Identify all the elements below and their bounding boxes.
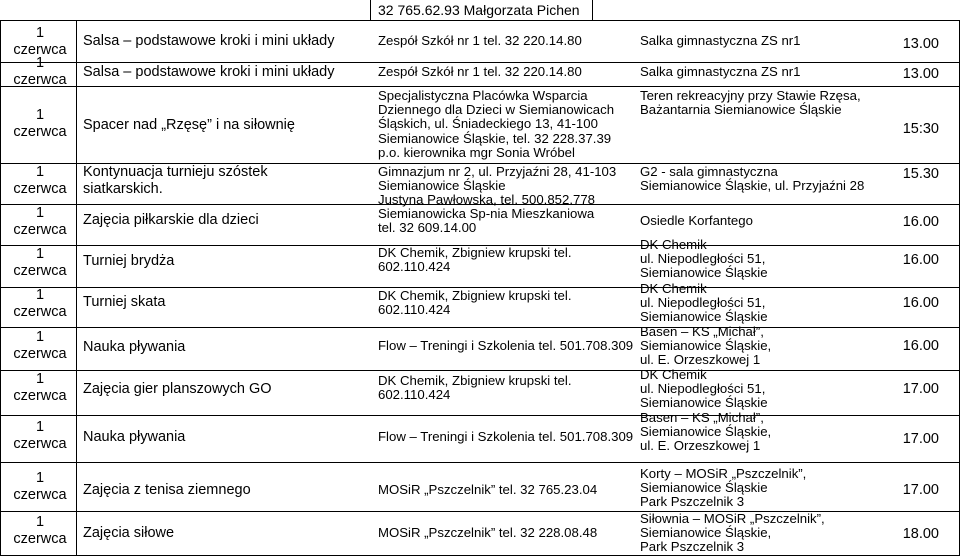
row-place: G2 - sala gimnastyczna Siemianowice Śląskie, ul. Przyjaźni 28	[640, 164, 865, 194]
row-activity: Zajęcia z tenisa ziemnego	[83, 482, 251, 498]
row-date: 1 czerwca	[13, 287, 67, 320]
row-activity: Zajęcia gier planszowych GO	[83, 381, 272, 397]
row-place: Korty – MOSiR „Pszczelnik”, Siemianowice Śląskie Park Pszczelnik 3	[640, 466, 807, 510]
rule	[0, 62, 960, 63]
row-activity: Zajęcia piłkarskie dla dzieci	[83, 212, 259, 228]
row-date: 1 czerwca	[13, 25, 67, 58]
row-activity: Nauka pływania	[83, 339, 186, 355]
row-place: Osiedle Korfantego	[640, 213, 753, 228]
row-place: Siłownia – MOSiR „Pszczelnik”, Siemianowice Śląskie, Park Pszczelnik 3	[640, 511, 825, 555]
row-organizer: DK Chemik, Zbigniew krupski tel. 602.110.424	[378, 373, 572, 403]
rule	[0, 327, 960, 328]
row-time: 16.00	[902, 252, 939, 268]
row-date: 1 czerwca	[13, 164, 67, 197]
row-organizer: Zespół Szkół nr 1 tel. 32 220.14.80	[378, 33, 582, 48]
row-organizer: Specjalistyczna Placówka Wsparcia Dziennego dla Dzieci w Siemianowicach Śląskich, ul. Śniadeckiego 13, 41-100 Siemianowice Śląskie, tel. 32 228.37.39 p.o. kierownika mgr Sonia Wróbel	[378, 88, 615, 160]
row-organizer: Siemianowicka Sp-nia Mieszkaniowa tel. 32 609.14.00	[378, 206, 595, 236]
row-time: 13.00	[902, 66, 939, 82]
row-date: 1 czerwca	[13, 371, 67, 404]
row-activity: Salsa – podstawowe kroki i mini układy	[83, 33, 335, 49]
rule	[592, 0, 593, 20]
row-time: 17.00	[902, 381, 939, 397]
row-activity: Nauka pływania	[83, 429, 186, 445]
header-contact: 32 765.62.93 Małgorzata Pichen	[378, 2, 580, 18]
rule	[0, 370, 960, 371]
row-activity: Kontynuacja turnieju szóstek siatkarskich.	[83, 164, 268, 197]
row-activity: Turniej brydża	[83, 253, 175, 269]
row-organizer: Flow – Treningi i Szkolenia tel. 501.708.309	[378, 338, 634, 353]
row-date: 1 czerwca	[13, 470, 67, 503]
row-place: Basen – KS „Michał”, Siemianowice Śląskie, ul. E. Orzeszkowej 1	[640, 324, 772, 368]
row-organizer: Zespół Szkół nr 1 tel. 32 220.14.80	[378, 64, 582, 79]
rule	[76, 20, 77, 556]
row-activity: Turniej skata	[83, 294, 166, 310]
row-activity: Salsa – podstawowe kroki i mini układy	[83, 64, 335, 80]
row-date: 1 czerwca	[13, 419, 67, 452]
row-time: 17.00	[902, 431, 939, 447]
rule	[0, 415, 960, 416]
row-time: 15.30	[902, 166, 939, 182]
rule	[0, 20, 1, 556]
row-place: DK Chemik ul. Niepodległości 51, Siemianowice Śląskie	[640, 237, 768, 281]
row-organizer: MOSiR „Pszczelnik” tel. 32 228.08.48	[378, 525, 598, 540]
row-date: 1 czerwca	[13, 107, 67, 140]
row-organizer: Flow – Treningi i Szkolenia tel. 501.708.309	[378, 429, 634, 444]
rule	[0, 86, 960, 87]
row-place: DK Chemik ul. Niepodległości 51, Siemianowice Śląskie	[640, 281, 768, 325]
row-organizer: DK Chemik, Zbigniew krupski tel. 602.110.424	[378, 245, 572, 275]
row-time: 18.00	[902, 526, 939, 542]
row-place: DK Chemik ul. Niepodległości 51, Siemianowice Śląskie	[640, 367, 768, 411]
row-date: 1 czerwca	[13, 514, 67, 547]
row-time: 15:30	[902, 121, 939, 137]
row-time: 16.00	[902, 214, 939, 230]
row-place: Basen – KS „Michał”, Siemianowice Śląskie, ul. E. Orzeszkowej 1	[640, 410, 772, 454]
rule	[0, 462, 960, 463]
rule	[370, 0, 371, 20]
row-date: 1 czerwca	[13, 55, 67, 88]
row-date: 1 czerwca	[13, 205, 67, 238]
row-organizer: DK Chemik, Zbigniew krupski tel. 602.110.424	[378, 288, 572, 318]
row-date: 1 czerwca	[13, 329, 67, 362]
row-activity: Spacer nad „Rzęsę” i na siłownię	[83, 117, 295, 133]
row-time: 13.00	[902, 36, 939, 52]
row-place: Salka gimnastyczna ZS nr1	[640, 64, 801, 79]
row-organizer: Gimnazjum nr 2, ul. Przyjaźni 28, 41-103 Siemianowice Śląskie Justyna Pawłowska, tel. 500.852.778	[378, 164, 617, 208]
rule	[0, 20, 960, 21]
row-date: 1 czerwca	[13, 246, 67, 279]
row-activity: Zajęcia siłowe	[83, 525, 175, 541]
row-time: 16.00	[902, 338, 939, 354]
row-time: 17.00	[902, 482, 939, 498]
row-place: Teren rekreacyjny przy Stawie Rzęsa, Bażantarnia Siemianowice Śląskie	[640, 88, 861, 118]
row-time: 16.00	[902, 295, 939, 311]
row-organizer: MOSiR „Pszczelnik” tel. 32 765.23.04	[378, 482, 598, 497]
row-place: Salka gimnastyczna ZS nr1	[640, 33, 801, 48]
